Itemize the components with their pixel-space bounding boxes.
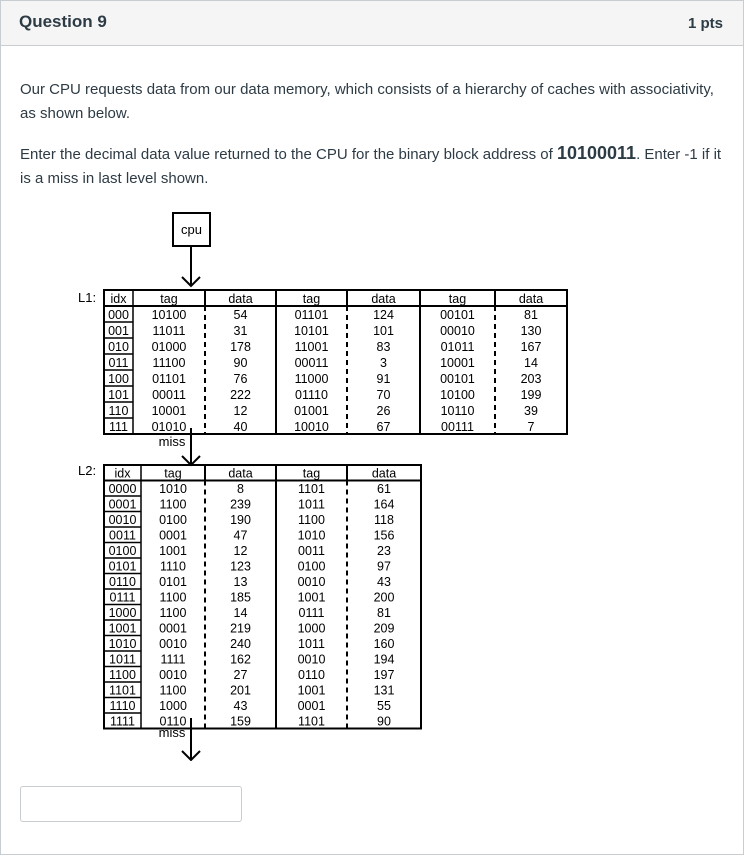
question-text-2-lead: Enter the decimal data value returned to the CPU for the binary block address of [20, 146, 557, 163]
l2-cell: 200 [373, 590, 395, 605]
l1-header-5: tag [448, 292, 467, 306]
l1-cell: 91 [376, 372, 391, 386]
l2-cell: 239 [230, 497, 251, 512]
l2-cell: 47 [233, 528, 248, 543]
l2-cell: 1000 [108, 606, 137, 620]
l2-cell: 14 [233, 606, 248, 620]
l1-cell: 39 [524, 404, 538, 418]
l2-cell: 27 [233, 668, 248, 682]
l1-cell: 00010 [440, 324, 475, 338]
l1-cell: 10100 [151, 308, 187, 322]
l2-cell: 209 [373, 621, 395, 636]
l2-cell: 1110 [160, 559, 186, 574]
l2-cell: 1000 [297, 621, 326, 636]
l1-cell: 3 [380, 356, 387, 370]
l2-cell: 61 [377, 482, 391, 496]
l1-cell: 000 [108, 308, 129, 322]
question-text-1: Our CPU requests data from our data memory, which consists of a hierarchy of caches with associativity, as shown below. [20, 81, 714, 122]
l1-cell: 10110 [440, 404, 475, 418]
l1-cell: 011 [108, 356, 129, 370]
l2-cell: 0011 [298, 544, 325, 558]
l2-cell: 1101 [298, 714, 325, 729]
l2-cell: 131 [373, 683, 395, 698]
l2-cell: 0110 [298, 668, 325, 682]
l2-cell: 1110 [109, 699, 136, 713]
l2-cell: 164 [373, 497, 395, 512]
l2-cell: 97 [377, 559, 391, 574]
l1-cell: 10100 [440, 388, 475, 402]
l2-cell: 55 [377, 699, 391, 713]
l2-cell: 0110 [159, 714, 187, 729]
l2-cell: 1100 [159, 683, 187, 698]
l2-cell: 81 [377, 606, 391, 620]
l1-cell: 010 [108, 340, 129, 354]
l1-cell: 101 [373, 324, 394, 338]
l2-cell: 0010 [159, 637, 187, 651]
question-text-2-tail: . Enter -1 if it is a miss in last level shown. [20, 146, 722, 187]
l2-cell: 13 [233, 575, 248, 589]
l2-cell: 1000 [159, 699, 187, 713]
l2-cell: 0010 [108, 513, 137, 527]
l2-cell: 0100 [108, 544, 137, 558]
l2-header-3: tag [302, 466, 321, 481]
l1-cell: 26 [376, 404, 391, 418]
l1-cell: 12 [233, 404, 248, 418]
l1-cell: 11100 [152, 356, 186, 370]
l2-cell: 0010 [159, 668, 187, 682]
l1-cell: 70 [376, 388, 391, 402]
l2-cell: 185 [230, 590, 251, 605]
l1-label: L1: [78, 290, 97, 305]
l1-header-4: data [371, 292, 396, 306]
l2-cell: 1111 [160, 652, 186, 667]
l2-cell: 0001 [108, 497, 137, 512]
l1-cell: 01011 [440, 340, 475, 354]
l1-header-0: idx [110, 292, 127, 306]
l2-label: L2: [78, 463, 97, 478]
l1-cell: 31 [233, 324, 248, 338]
l1-cell: 10010 [294, 420, 329, 434]
l1-cell: 167 [520, 340, 542, 354]
l1-cell: 01010 [151, 420, 187, 434]
l1-header-6: data [518, 292, 544, 306]
l1-cell: 00101 [440, 308, 475, 322]
l2-cell: 0001 [159, 528, 187, 543]
l2-cell: 201 [230, 683, 251, 698]
l1-cell: 01001 [294, 404, 329, 418]
l1-cell: 001 [108, 324, 129, 338]
l1-cell: 11000 [294, 372, 329, 386]
l2-cell: 0000 [108, 482, 137, 496]
l1-cell: 83 [376, 340, 391, 354]
l2-cell: 1001 [159, 544, 187, 558]
l2-cell: 118 [374, 513, 394, 527]
l1-cell: 111 [108, 420, 129, 434]
l2-cell: 1011 [298, 497, 325, 512]
l1-cell: 01000 [151, 340, 187, 354]
l2-cell: 1010 [297, 528, 326, 543]
l2-cell: 0001 [159, 621, 187, 636]
question-title: Question 9 [19, 12, 107, 31]
l2-cell: 162 [230, 652, 251, 667]
l2-cell: 1010 [108, 637, 137, 651]
l2-cell: 23 [377, 544, 391, 558]
l1-cell: 100 [108, 372, 129, 386]
l2-cell: 1011 [298, 637, 325, 651]
l2-cell: 0111 [298, 606, 325, 620]
l2-cache-table [104, 465, 421, 729]
l2-cell: 240 [230, 637, 251, 651]
question-points: 1 pts [687, 15, 723, 32]
l1-cell: 81 [524, 308, 538, 322]
block-address: 10100011 [556, 143, 637, 163]
l1-cell: 7 [527, 420, 535, 434]
l1-cell: 11001 [294, 340, 329, 354]
l1-cache-table [104, 290, 567, 434]
l2-cell: 1101 [109, 683, 136, 698]
l2-cell: 123 [230, 559, 251, 574]
l2-cell: 156 [373, 528, 395, 543]
l1-header-3: tag [302, 292, 321, 306]
l2-cell: 1001 [297, 683, 326, 698]
l2-cell: 43 [233, 699, 248, 713]
l2-cell: 0111 [109, 590, 136, 605]
l2-cell: 0001 [297, 699, 326, 713]
l1-cell: 90 [233, 356, 248, 370]
l2-cell: 1100 [159, 590, 187, 605]
l1-cell: 01110 [295, 388, 328, 402]
l2-header-1: tag [164, 466, 182, 481]
l2-cell: 1010 [159, 482, 187, 496]
l1-cell: 00111 [441, 420, 474, 434]
l1-cell: 10101 [294, 324, 329, 338]
l1-cell: 10001 [151, 404, 187, 418]
question-header [1, 1, 743, 46]
l1-cell: 11011 [152, 324, 186, 338]
l1-cell: 40 [233, 420, 248, 434]
l2-cell: 159 [230, 714, 251, 729]
l2-cell: 43 [377, 575, 391, 589]
l2-cell: 1001 [297, 590, 326, 605]
l2-cell: 0010 [297, 652, 326, 667]
l2-cell: 0101 [159, 575, 187, 589]
l1-cell: 01101 [294, 308, 329, 322]
l2-cell: 190 [230, 513, 251, 527]
l2-cell: 0100 [159, 513, 187, 527]
l2-cell: 0011 [109, 528, 136, 543]
l2-cell: 12 [233, 544, 248, 558]
l1-cell: 110 [108, 404, 129, 418]
l1-cell: 178 [230, 340, 251, 354]
l1-cell: 00011 [152, 388, 186, 402]
l2-cell: 1011 [109, 652, 136, 667]
l2-header-0: idx [114, 466, 131, 481]
l2-cell: 1100 [298, 513, 325, 527]
question-text-2 [20, 141, 725, 191]
l1-cell: 14 [524, 356, 538, 370]
l2-cell: 0101 [108, 559, 137, 574]
l1-cell: 67 [376, 420, 391, 434]
l2-header-2: data [228, 466, 253, 481]
l1-cell: 76 [233, 372, 248, 386]
l2-cell: 8 [237, 482, 244, 496]
l1-cell: 203 [520, 372, 542, 386]
l2-cell: 160 [373, 637, 395, 651]
l1-cell: 00101 [440, 372, 475, 386]
l1-cell: 199 [520, 388, 542, 402]
l2-cell: 1101 [298, 482, 325, 496]
l2-header-4: data [371, 466, 397, 481]
l2-cell: 219 [230, 621, 251, 636]
l2-cell: 0110 [109, 575, 136, 589]
l1-cell: 10001 [440, 356, 475, 370]
l1-header-2: data [228, 292, 253, 306]
answer-input[interactable] [20, 786, 242, 822]
l1-cell: 54 [233, 308, 248, 322]
l2-cell: 90 [377, 714, 391, 729]
l2-cell: 0010 [297, 575, 326, 589]
miss-label-l2: miss [158, 725, 186, 740]
l2-cell: 1001 [108, 621, 137, 636]
miss-label-l1: miss [158, 434, 186, 449]
l2-cell: 1100 [159, 606, 187, 620]
l1-cell: 130 [520, 324, 542, 338]
l2-cell: 1100 [159, 497, 187, 512]
l1-header-1: tag [160, 292, 178, 306]
l1-cell: 00011 [294, 356, 329, 370]
l2-cell: 1100 [109, 668, 136, 682]
l2-cell: 0100 [297, 559, 326, 574]
l2-cell: 197 [373, 668, 395, 682]
l1-cell: 01101 [152, 372, 186, 386]
l1-cell: 124 [373, 308, 394, 322]
cpu-label: cpu [181, 222, 202, 237]
l1-cell: 222 [230, 388, 251, 402]
l1-cell: 101 [108, 388, 129, 402]
cache-hierarchy-diagram [1, 201, 744, 761]
l2-cell: 194 [373, 652, 395, 667]
l2-cell: 1111 [109, 714, 136, 729]
